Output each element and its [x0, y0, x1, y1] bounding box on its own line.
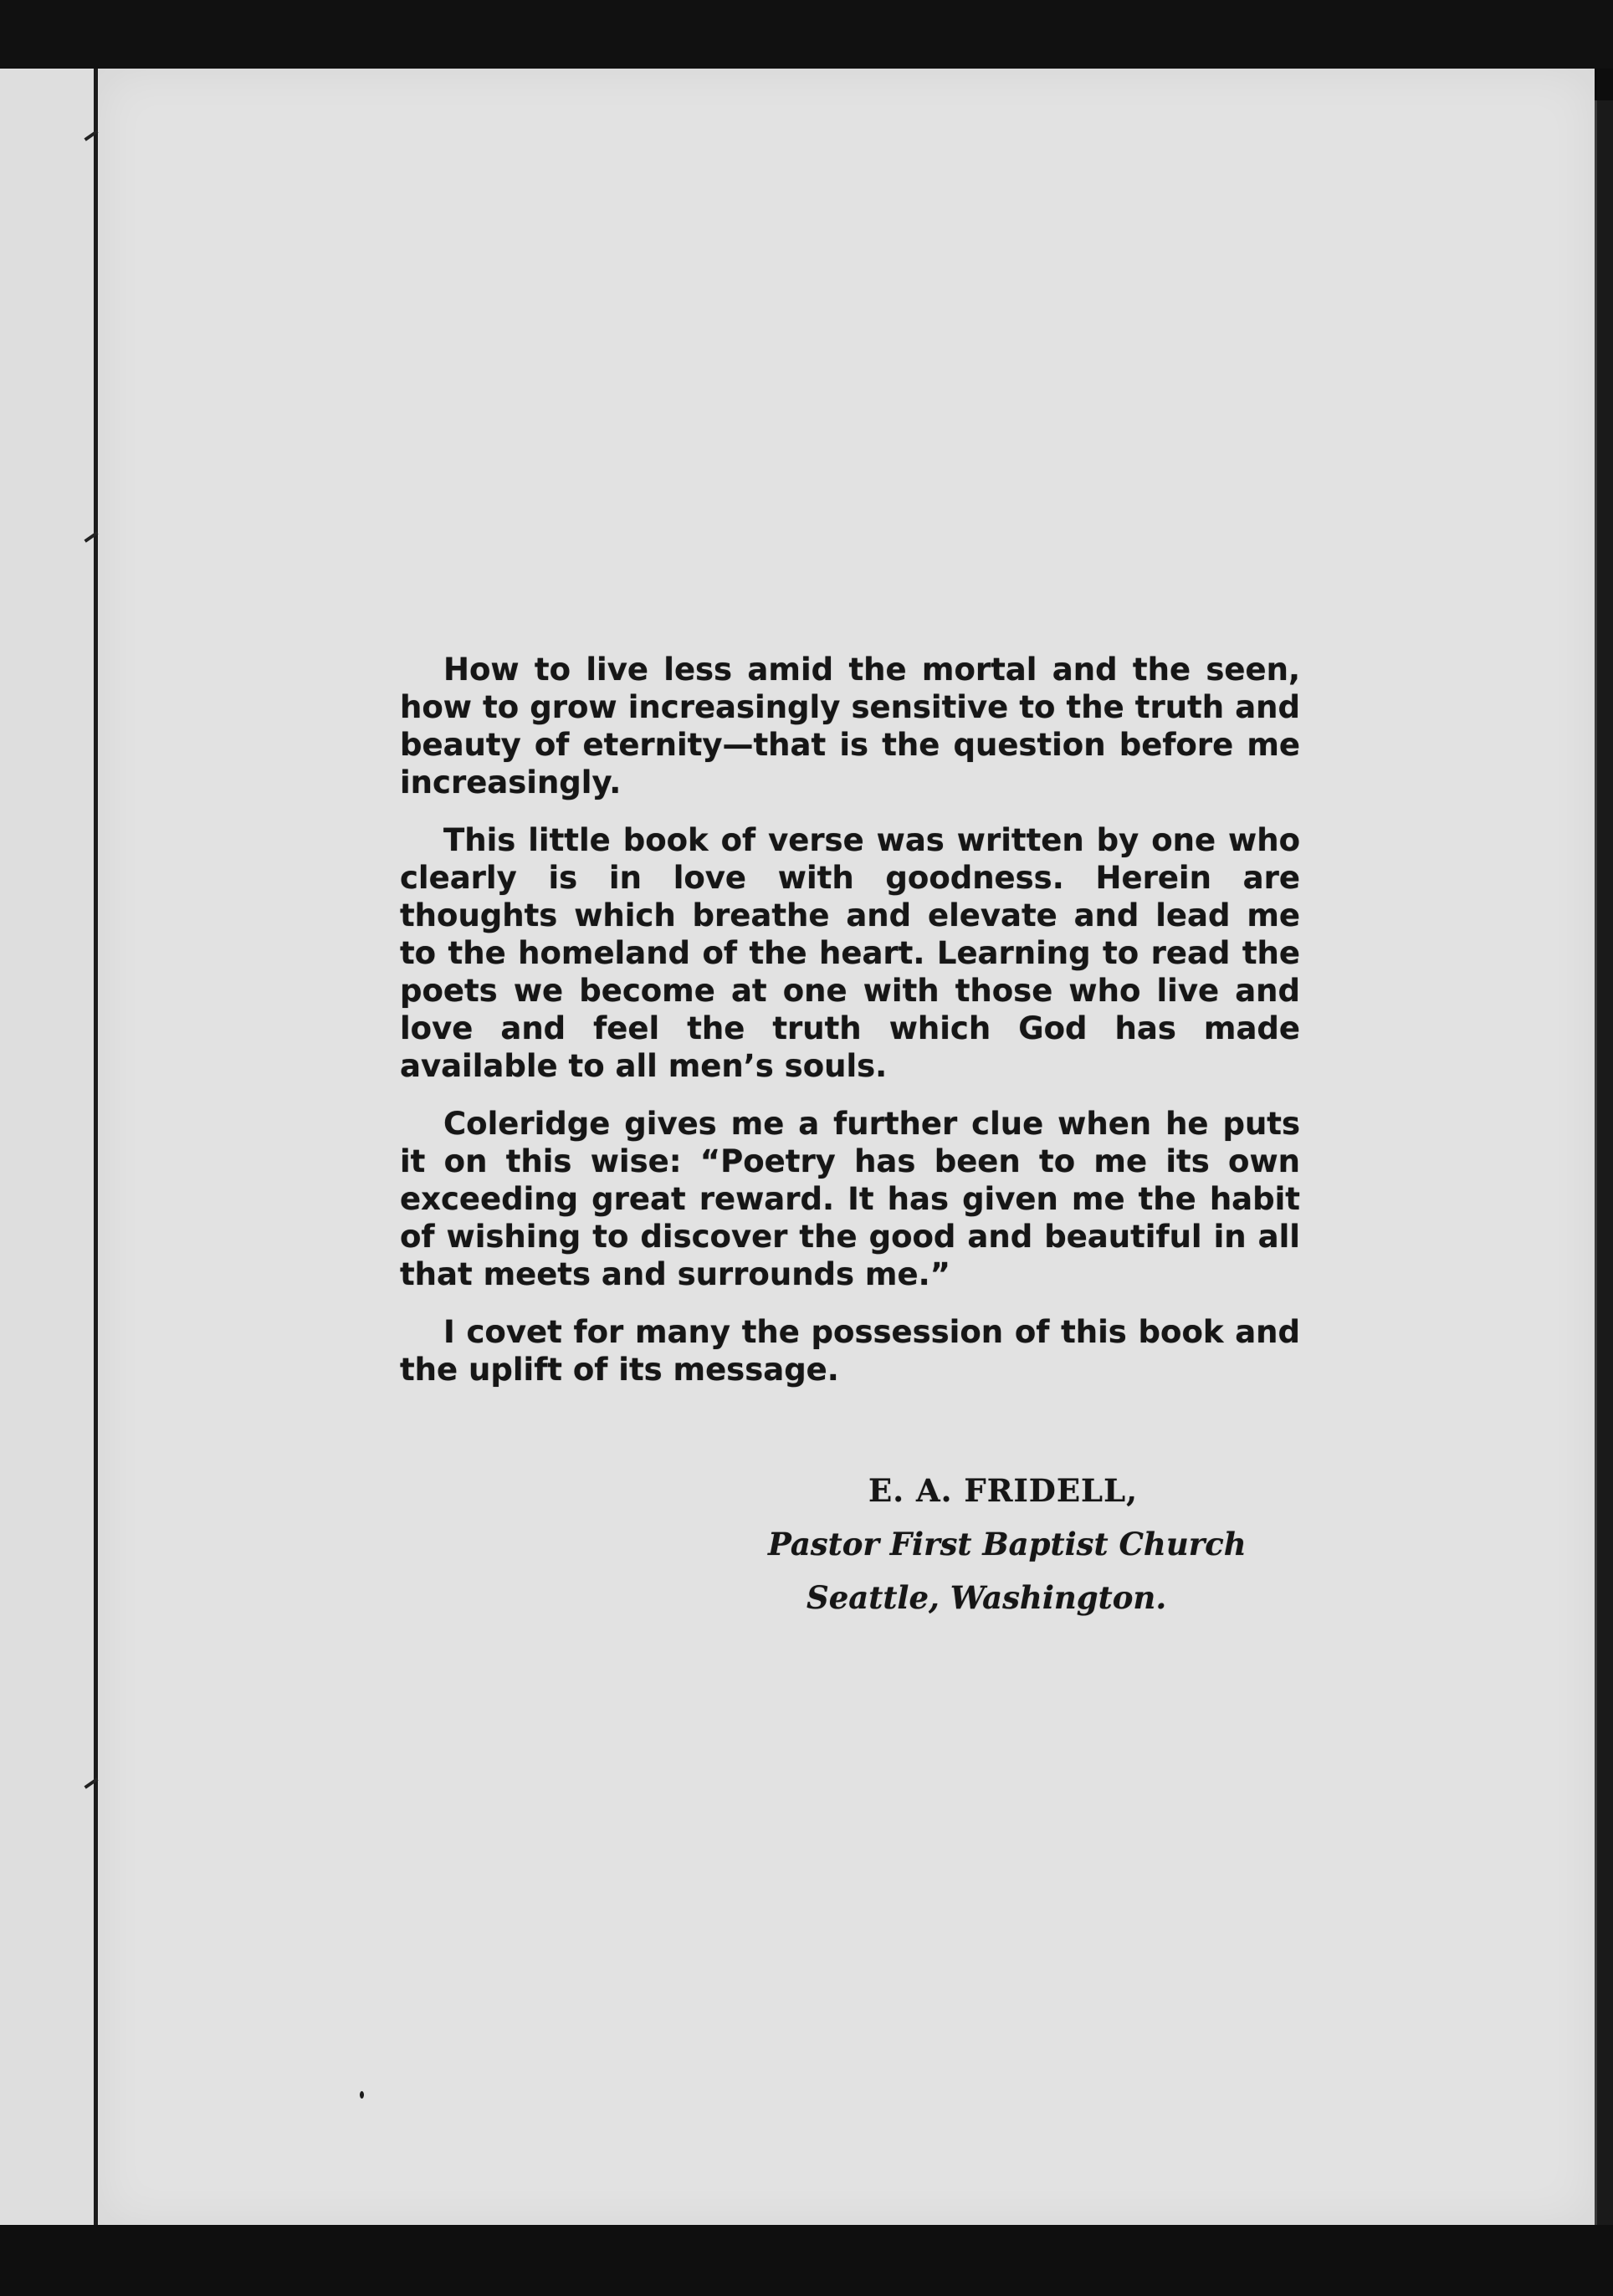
paragraph-3: Coleridge gives me a further clue when he puts it on this wise: “Poetry has been to me its own exceeding great reward. It has given me the habit of wishing to discover the good and beautiful in all that meets and surrounds me.” [400, 1106, 1300, 1292]
paragraph-4: I covet for many the possession of this book and the uplift of its message. [400, 1314, 1300, 1388]
paragraph-2: This little book of verse was written by one who clearly is in love with goodness. Herein are thoughts which breathe and elevate and lead me to the homeland of the heart. Learning to read the poets we become at one with those who live and love and feel the truth which God has made available to all men’s souls. [400, 822, 1300, 1084]
scanner-right-border [1595, 100, 1613, 2225]
signatory-place: Seattle, Washington. [806, 1579, 1167, 1616]
page-right-edge [1595, 100, 1597, 2225]
book-spine-line [94, 69, 98, 2227]
signatory-name: E. A. FRIDELL, [868, 1472, 1138, 1509]
signatory-title: Pastor First Baptist Church [768, 1526, 1247, 1562]
paragraph-1: How to live less amid the mortal and the seen, how to grow increasingly sensitive to the truth and beauty of eternity—that is the question before me increasingly. [400, 652, 1300, 800]
scanner-top-border [0, 0, 1613, 69]
foreword-text [400, 651, 1300, 1409]
ink-speck [360, 2091, 364, 2099]
scanner-bottom-border [0, 2225, 1613, 2296]
